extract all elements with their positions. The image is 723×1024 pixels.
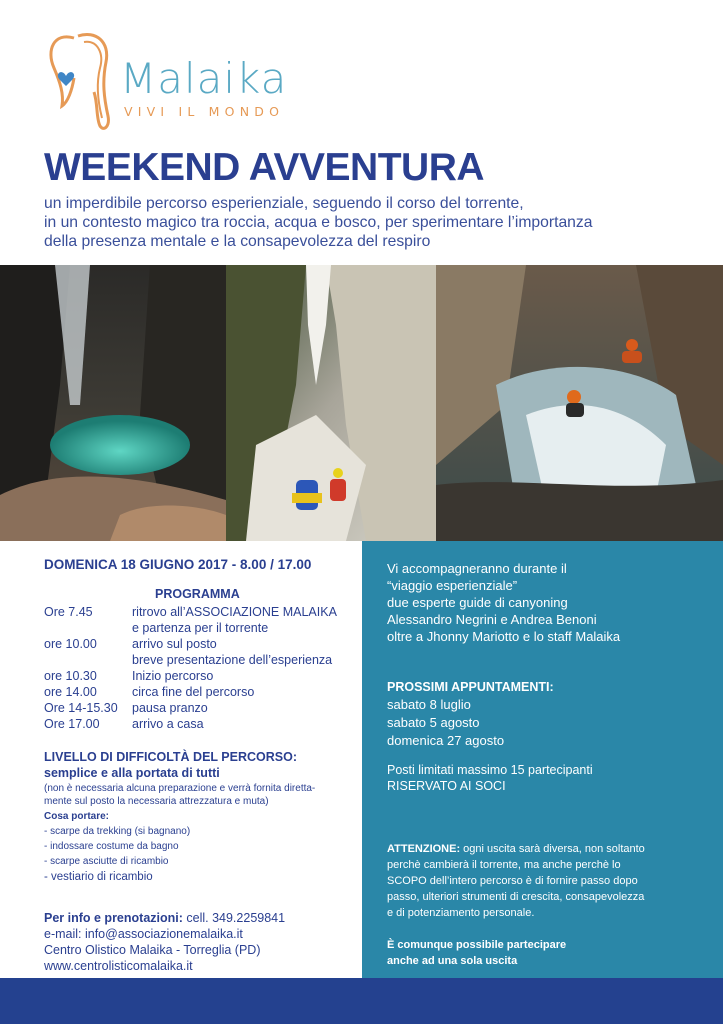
waterfall-pool-photo — [0, 265, 226, 541]
appointment-date: domenica 27 agosto — [387, 733, 505, 748]
schedule-activity: Inizio percorso — [132, 669, 214, 683]
single-outing-line: È comunque possibile partecipare — [387, 939, 567, 951]
bring-heading: Cosa portare: — [44, 811, 110, 822]
subtitle — [44, 194, 704, 251]
bring-item: - vestiario di ricambio — [44, 871, 153, 883]
schedule-activity: arrivo a casa — [132, 717, 204, 731]
guides-line: “viaggio esperienziale” — [387, 578, 518, 593]
appointments-block — [387, 678, 554, 750]
difficulty-note — [44, 782, 354, 808]
single-outing-line: anche ad una sola uscita — [387, 955, 518, 967]
page-title: WEEKEND AVVENTURA — [44, 146, 485, 189]
footer-bar — [0, 978, 723, 1024]
single-outing-block — [387, 937, 566, 969]
bring-item: - indossare costume da bagno — [44, 841, 179, 852]
programma-title: PROGRAMMA — [155, 587, 240, 601]
schedule-time: ore 10.00 — [44, 637, 97, 651]
schedule-row — [44, 604, 364, 620]
schedule-row — [44, 620, 364, 636]
photo-strip — [0, 265, 723, 541]
schedule-time: ore 10.30 — [44, 669, 97, 683]
contact-info — [44, 910, 285, 974]
attention-line: perchè cambierà il torrente, ma anche perchè lo — [387, 859, 621, 871]
attention-line: SCOPO dell’intero percorso è di fornire passo dopo — [387, 875, 638, 887]
difficulty-note-line: mente sul posto la necessaria attrezzatura e muta) — [44, 796, 269, 807]
logo-tagline: VIVI IL MONDO — [124, 104, 285, 119]
difficulty-note-line: (non è necessaria alcuna preparazione e verrà fornita diretta- — [44, 783, 316, 794]
schedule-row — [44, 716, 364, 732]
limits-block — [387, 762, 593, 794]
canyon-climbers-photo — [226, 265, 436, 541]
subtitle-line: un imperdibile percorso esperienziale, seguendo il corso del torrente, — [44, 195, 524, 212]
contact-place: Centro Olistico Malaika - Torreglia (PD) — [44, 943, 261, 957]
schedule — [44, 604, 364, 732]
schedule-row — [44, 684, 364, 700]
logo-name: Malaika — [120, 54, 288, 103]
schedule-activity: ritrovo all’ASSOCIAZIONE MALAIKA — [132, 605, 337, 619]
contact-phone: cell. 349.2259841 — [182, 911, 286, 925]
schedule-time: Ore 7.45 — [44, 605, 93, 619]
appointment-date: sabato 5 agosto — [387, 715, 480, 730]
appointments-heading: PROSSIMI APPUNTAMENTI: — [387, 680, 554, 694]
guides-line: Vi accompagneranno durante il — [387, 561, 567, 576]
schedule-row — [44, 700, 364, 716]
schedule-activity: pausa pranzo — [132, 701, 208, 715]
subtitle-line: in un contesto magico tra roccia, acqua e bosco, per sperimentare l’importanza — [44, 214, 593, 231]
contact-website[interactable]: www.centrolisticomalaika.it — [44, 959, 193, 973]
difficulty-heading: LIVELLO DI DIFFICOLTÀ DEL PERCORSO: — [44, 750, 298, 764]
limits-line: RISERVATO AI SOCI — [387, 779, 506, 793]
attention-label: ATTENZIONE: — [387, 843, 461, 855]
difficulty-section — [44, 749, 354, 886]
attention-line: e di potenziamento personale. — [387, 907, 535, 919]
bring-item: - scarpe da trekking (si bagnano) — [44, 826, 191, 837]
schedule-row — [44, 652, 364, 668]
difficulty-level: semplice e alla portata di tutti — [44, 766, 220, 780]
schedule-time: ore 14.00 — [44, 685, 97, 699]
contact-label: Per info e prenotazioni: — [44, 911, 183, 925]
guides-line: oltre a Jhonny Mariotto e lo staff Malaika — [387, 629, 621, 644]
schedule-activity: e partenza per il torrente — [132, 621, 269, 635]
bring-item: - scarpe asciutte di ricambio — [44, 856, 169, 867]
schedule-row — [44, 636, 364, 652]
attention-text: ogni uscita sarà diversa, non soltanto — [460, 843, 645, 855]
appointment-date: sabato 8 luglio — [387, 697, 471, 712]
attention-block — [387, 841, 687, 921]
attention-line: passo, ulteriori strumenti di crescita, consapevolezza — [387, 891, 645, 903]
schedule-time: Ore 14-15.30 — [44, 701, 118, 715]
schedule-activity: breve presentazione dell’esperienza — [132, 653, 333, 667]
contact-email[interactable]: e-mail: info@associazionemalaika.it — [44, 927, 243, 941]
limits-line: Posti limitati massimo 15 partecipanti — [387, 763, 593, 777]
guides-line: Alessandro Negrini e Andrea Benoni — [387, 612, 597, 627]
guides-block — [387, 560, 620, 645]
angel-wing-heart-icon — [44, 28, 114, 138]
canyoning-stream-photo — [436, 265, 723, 541]
schedule-row — [44, 668, 364, 684]
guides-line: due esperte guide di canyoning — [387, 595, 568, 610]
schedule-activity: circa fine del percorso — [132, 685, 255, 699]
schedule-activity: arrivo sul posto — [132, 637, 217, 651]
schedule-time: Ore 17.00 — [44, 717, 100, 731]
header — [0, 0, 723, 265]
subtitle-line: della presenza mentale e la consapevolezza del respiro — [44, 233, 431, 250]
event-date: DOMENICA 18 GIUGNO 2017 - 8.00 / 17.00 — [44, 557, 312, 572]
